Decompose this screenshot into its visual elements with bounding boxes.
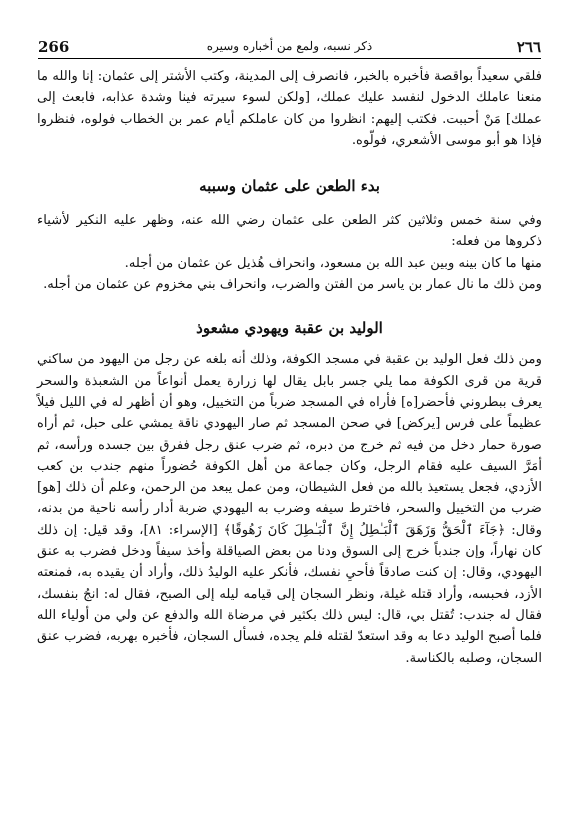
page-number-latin: 266 bbox=[38, 38, 70, 56]
page-body bbox=[37, 66, 542, 669]
paragraph-3: منها ما كان بينه وبين عبد الله بن مسعود، وانحراف هُذيل عن عثمان من أجله. bbox=[124, 255, 542, 271]
paragraph-2: وفي سنة خمس وثلاثين كثر الطعن على عثمان رضي الله عنه، وظهر عليه النكير لأشياء ذكروها من فعله: bbox=[37, 213, 542, 250]
running-title: ذكر نسبه، ولمع من أخباره وسيره bbox=[206, 39, 373, 53]
paragraph-1: فلقي سعيداً بواقصة فأخبره بالخبر، فانصرف إلى المدينة، وكتب الأشتر إلى عثمان: إنا والله ما منعنا عاملك الدخول لنفسد عليك عملك، [ولكن لسوء سيرته فينا وشدة عذابه، فابعث إلى عملك] مَنْ أحببت. فكتب إليهم: انظروا من كان عاملكم أيام عمر بن الخطاب فولوه، فنظروا فإذا هو أبو موسى الأشعري، فولّوه. bbox=[37, 69, 542, 148]
paragraph-5: ومن ذلك فعل الوليد بن عقبة في مسجد الكوفة، وذلك أنه بلغه عن رجل من اليهود من ساكني قرية من قرى الكوفة مما يلي جسر بابل يقال لها زرارة يعمل أنواعاً من الشعبذة والسحر يعرف ببطروني فأحضر[ه] فأراه في المسجد ضرباً من التخييل، وهو أن أظهر له في الليل فيلاً عظيماً على فرس [يركض] في صحن المسجد ثم صار اليهودي ناقة يمشي على حبل، ثم أراه صورة حمار دخل من فيه ثم خرج من دبره، ثم ضرب عنق رجل ففرق بين جسده ورأسه، ثم أمَرَّ السيف عليه فقام الرجل، وكان جماعة من أهل الكوفة حُضوراً منهم جندب بن كعب الأزدي، فجعل يستعيذ بالله من فعل الشيطان، ومن عمل يبعد من الرحمن، وعلم أن ذلك [هو] ضرب من التخييل والسحر، فاخترط سيفه وضرب به اليهودي ضربة أدار رأسه ناحية من بدنه، وقال: ﴿جَآءَ ٱلْحَقُّ وَزَهَقَ ٱلْبَـٰطِلُ إِنَّ ٱلْبَـٰطِلَ كَانَ زَهُوقًا﴾ [الإسراء: ٨١]، وقد قيل: إن ذلك كان نهاراً، وإن جندباً خرج إلى السوق ودنا من بعض الصياقلة وأخذ سيفاً ودخل فضرب به عنق اليهودي، وقال: إن كنت صادقاً فأحيِ نفسك، فأنكر عليه الوليدُ ذلك، وأراد أن يقيده به، فمنعته الأزد، فحبسه، وأراد قتله غيلة، ونظر السجان إلى قيامه ليله إلى الصبح، فقال له: انجُ بنفسك، فقال له جندب: تُقتل بي، قال: ليس ذلك بكثير في مرضاة الله والدفع عن ولي من أولياء الله فلما أصبح الوليد دعا به وقد استعدّ لقتله فلم يجده، فسأل السجان، فأخبره بهربه، فضرب عنق السجان، وصلبه بالكناسة. bbox=[37, 352, 542, 666]
page-number-arabic: ٢٦٦ bbox=[516, 38, 541, 56]
section-heading-2: الوليد بن عقبة ويهودي مشعوذ bbox=[196, 319, 383, 338]
page-header bbox=[38, 36, 541, 58]
section-heading-1: بدء الطعن على عثمان وسببه bbox=[199, 177, 380, 196]
paragraph-4: ومن ذلك ما نال عمار بن ياسر من الفتن والضرب، وانحراف بني مخزوم عن عثمان من أجله. bbox=[43, 277, 542, 293]
header-rule bbox=[38, 58, 541, 59]
